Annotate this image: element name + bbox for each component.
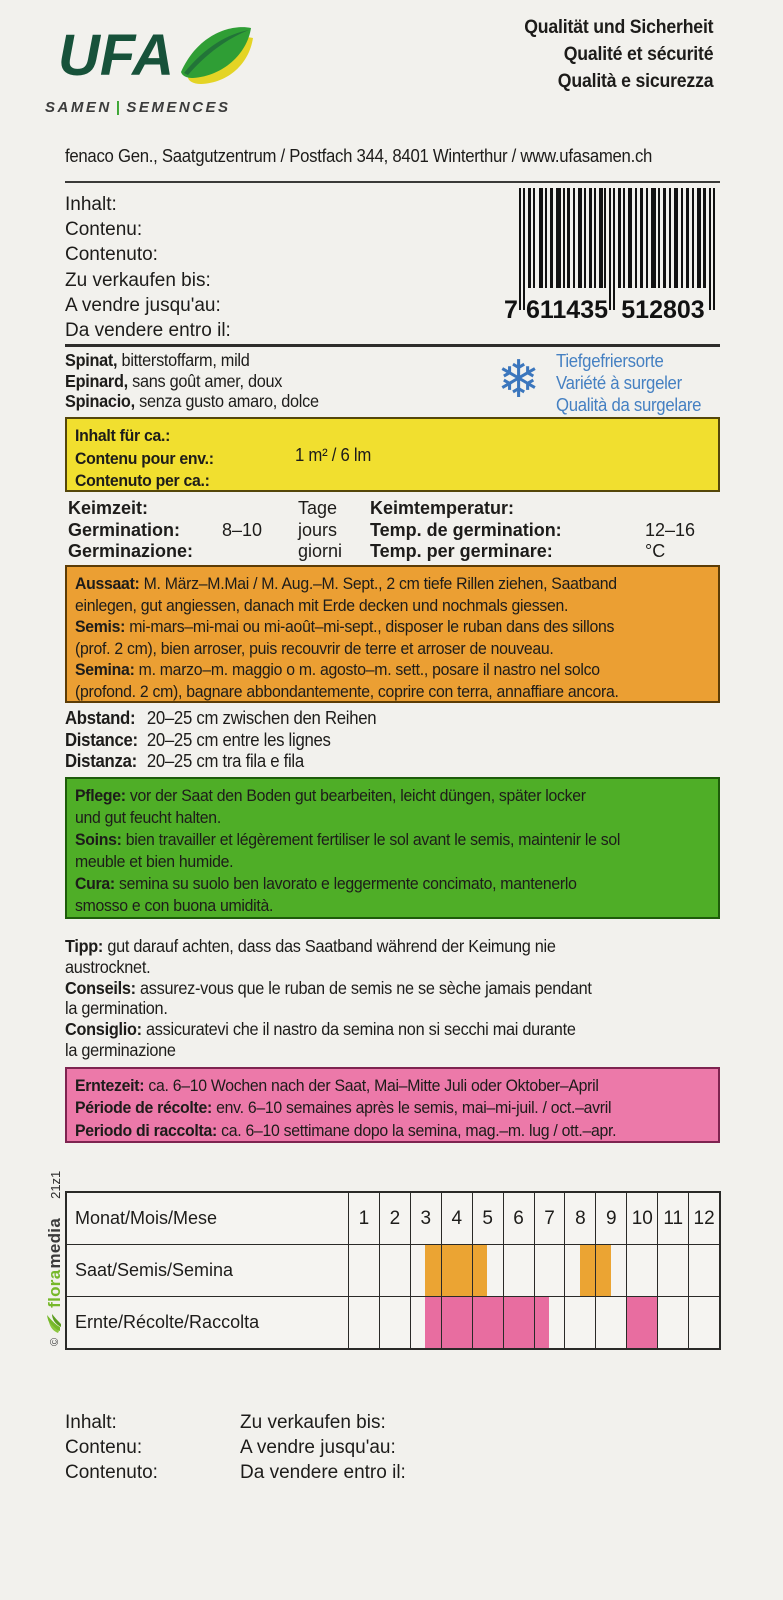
variety-block xyxy=(65,350,338,412)
quality-line-de: Qualität und Sicherheit xyxy=(523,17,713,38)
germination-temperature: 12–16 °C xyxy=(645,519,696,561)
floramedia-brand-flora: flora xyxy=(45,1269,64,1308)
floramedia-credit xyxy=(44,1171,66,1346)
quality-line-it: Qualità e sicurezza xyxy=(557,71,713,92)
ufa-brand-text: UFA xyxy=(58,23,174,88)
variety-line-de: Spinat, bitterstoffarm, mild xyxy=(65,350,250,370)
sowing-box: Aussaat: M. März–M.Mai / M. Aug.–M. Sept., 2 cm tiefe Rillen ziehen, Saatband einlegen, gut angiessen, danach mit Erde decken und nochmals giessen. Semis: mi-mars–mi-mai ou mi-août–mi-sept., disposer le ruban dans des sillons (prof. 2 cm), bien arroser, puis recouvrir de terre et arroser de nouveau. Semina: m. marzo–m. maggio o m. agosto–m. sett., posare il nastro nel solco (profond. 2 cm), bagnare abbondantemente, coprire con terra, annaffiare ancora. xyxy=(65,565,720,703)
variety-line-it: Spinacio, senza gusto amaro, dolce xyxy=(65,391,319,411)
calendar-sow-cells xyxy=(348,1245,719,1296)
bottom-content-labels: Inhalt: Contenu: Contenuto: xyxy=(65,1412,158,1483)
germination-days: 8–10 xyxy=(222,519,263,540)
ean-barcode xyxy=(503,188,721,325)
calendar-month-label: Monat/Mois/Mese xyxy=(75,1208,218,1228)
calendar-harvest-cells xyxy=(348,1297,719,1348)
content-labels: Inhalt: Contenu: Contenuto: xyxy=(65,194,158,265)
germination-units: Tage jours giorni xyxy=(298,498,343,561)
company-address: fenaco Gen., Saatgutzentrum / Postfach 344, 8401 Winterthur / www.ufasamen.ch xyxy=(65,146,653,166)
care-box: Pflege: vor der Saat den Boden gut bearbeiten, leicht düngen, später locker und gut feucht halten. Soins: bien travailler et légèrement fertiliser le sol avant le semis, maintenir le sol meuble et bien humide. Cura: semina su suolo ben lavorato e leggermente concimato, mantenerlo smosso e con buona umidità. xyxy=(65,777,720,919)
floramedia-leaf-icon xyxy=(44,1313,67,1333)
calendar-sow-row xyxy=(67,1244,719,1296)
content-quantity-value: 1 m² / 6 lm xyxy=(295,445,371,465)
sowing-calendar-table xyxy=(65,1191,721,1350)
calendar-month-cells: 1 2 3 4 5 6 7 8 9 10 11 12 xyxy=(348,1193,719,1244)
row-spacing-block: Abstand: 20–25 cm zwischen den Reihen Distance: 20–25 cm entre les lignes Distanza: 20–25 cm tra fila e fila xyxy=(65,708,377,771)
content-quantity-box: Inhalt für ca.: Contenu pour env.: Contenuto per ca.: xyxy=(65,417,720,492)
quality-claims xyxy=(510,14,713,95)
snowflake-icon: ❄ xyxy=(497,350,541,410)
calendar-harvest-label: Ernte/Récolte/Raccolta xyxy=(75,1312,260,1332)
frozen-variety-block: Tiefgefriersorte Variété à surgeler Qualità da surgelare xyxy=(556,351,702,415)
divider-variety xyxy=(65,344,720,347)
bottom-sellby-labels: Zu verkaufen bis: A vendre jusqu'au: Da vendere entro il: xyxy=(240,1412,406,1483)
ufa-leaf-icon xyxy=(176,26,256,93)
copyright-symbol: © xyxy=(49,1337,61,1346)
tip-block: Tipp: gut darauf achten, dass das Saatband während der Keimung nie austrocknet. Conseils: assurez-vous que le ruban de semis ne se sèche jamais pendant la germination. Consiglio: assicuratevi che il nastro da semina non si secchi mai durante la germinazione xyxy=(65,936,592,1060)
divider-top xyxy=(65,181,720,183)
sellby-labels: Zu verkaufen bis: A vendre jusqu'au: Da vendere entro il: xyxy=(65,270,231,341)
barcode-digits-left: 611435 xyxy=(525,296,609,324)
print-code: 21z1 xyxy=(47,1170,63,1199)
quality-line-fr: Qualité et sécurité xyxy=(563,44,713,65)
calendar-sow-label: Saat/Semis/Semina xyxy=(75,1260,234,1280)
ufa-subtitle-separator: | xyxy=(115,99,123,116)
ufa-subtitle-samen: SAMEN xyxy=(45,99,112,116)
calendar-month-row xyxy=(67,1193,719,1244)
ufa-subtitle xyxy=(45,99,256,116)
harvest-box: Erntezeit: ca. 6–10 Wochen nach der Saat, Mai–Mitte Juli oder Oktober–April Période de récolte: env. 6–10 semaines après le semis, mai–mi-juil. / oct.–avril Periodo di raccolta: ca. 6–10 settimane dopo la semina, mag.–m. lug / ott.–apr. xyxy=(65,1067,720,1143)
barcode-digit-lead: 7 xyxy=(504,296,518,324)
calendar-harvest-row xyxy=(67,1296,719,1348)
barcode-digits-right: 512803 xyxy=(621,296,705,324)
floramedia-brand-media: media xyxy=(45,1217,64,1269)
ufa-subtitle-semences: SEMENCES xyxy=(126,99,231,116)
germination-block: Keimzeit: Germination: Germinazione: 8–10 Tage jours giorni Keimtemperatur: Temp. de germination: Temp. per germinare: 12–16 °C xyxy=(65,498,720,560)
variety-line-fr: Epinard, sans goût amer, doux xyxy=(65,370,283,391)
ufa-logo xyxy=(45,23,256,116)
